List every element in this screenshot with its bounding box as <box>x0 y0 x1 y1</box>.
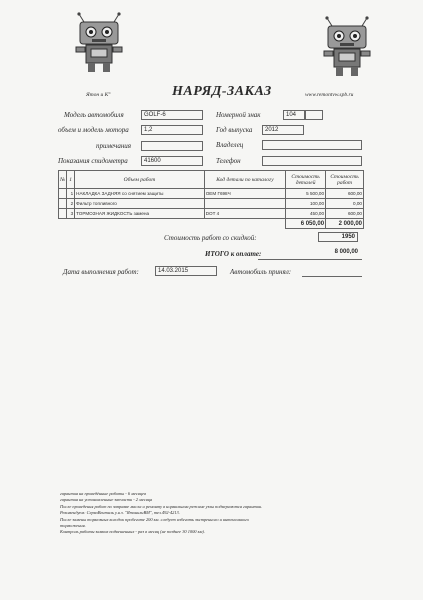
work-table <box>58 170 364 229</box>
robot-logo-left <box>70 12 128 74</box>
discount-label: Стоимость работ со скидкой: <box>164 234 257 242</box>
footer-line: Контроль работы замков подвешенных - раз в месяц (не позднее 30 1000 км). <box>60 529 205 535</box>
total-label: ИТОГО к оплате: <box>205 250 262 258</box>
engine-label: объем и модель мотора <box>58 126 129 134</box>
table-row: 1 НАКЛАДКА ЗАДНЯЯ со снятием защиты ОЕМ Г698Ч 5 500,00 600,00 <box>59 189 364 199</box>
model-field: GOLF-6 <box>141 110 203 120</box>
plate-field: 104 <box>283 110 305 120</box>
plate-label: Номерной знак <box>216 111 261 119</box>
footer-line: торможения. <box>60 523 86 529</box>
table-header-row <box>59 171 364 189</box>
footer-line: гарантия на установленные запчасти - 2 месяца <box>60 497 153 503</box>
col-parts: Стоимость деталей <box>286 171 326 189</box>
phone-label: Телефон <box>216 157 241 165</box>
done-date-field: 14.03.2015 <box>155 266 217 276</box>
parts-total: 6 050,00 <box>286 219 326 229</box>
col-work: Объем работ <box>75 171 205 189</box>
col-code: Код детали по каталогу <box>204 171 285 189</box>
phone-field <box>262 156 362 166</box>
footer-line: После замены тормозных колодок пробегите 200 км. следует избегать экстренного и интенсивного <box>60 516 249 522</box>
done-date-label: Дата выполнения работ: <box>63 268 139 276</box>
accepted-label: Автомобиль принял: <box>230 268 292 276</box>
website-url: www.remontvw.spb.ru <box>305 92 354 98</box>
footer-line: Рекомендуем: СервоВентиль у.н.з. "ЯтонилиВМ", тел.492-4213. <box>60 510 180 516</box>
discount-value: 1950 <box>318 232 358 242</box>
robot-logo-right <box>318 16 376 78</box>
engine-field: 1,2 <box>141 125 203 135</box>
model-label: Модель автомобиля <box>64 111 124 119</box>
plate-field-region <box>305 110 323 120</box>
accepted-line <box>302 276 362 277</box>
labor-total: 2 000,00 <box>326 219 364 229</box>
total-underline <box>258 259 362 260</box>
footer-line: После проведения работ по заправке масла и ремонту в нормальном режиме узлы подвергаются гарантии. <box>60 503 263 509</box>
col-no: № <box>59 171 67 189</box>
col-mark: 1 <box>67 171 75 189</box>
year-field: 2012 <box>262 125 304 135</box>
note-label: примечания <box>96 142 132 150</box>
owner-label: Владелец <box>216 141 244 149</box>
total-value: 8 000,00 <box>334 249 358 255</box>
odometer-label: Показания спидометра <box>58 157 128 165</box>
year-label: Год выпуска <box>216 126 253 134</box>
col-labor: Стоимость работ <box>326 171 364 189</box>
footer-line: гарантия на проведённые работы - 6 месяцев <box>60 491 147 496</box>
totals-row <box>59 219 364 229</box>
table-row: 2 Фильтр топливного 100,00 0,00 <box>59 199 364 209</box>
note-field <box>141 141 203 151</box>
table-row: 3 ТОРМОЗНАЯ ЖИДКОСТЬ замена DOT 4 450,00 600,00 <box>59 209 364 219</box>
footer-notes <box>60 491 262 536</box>
owner-field <box>262 140 362 150</box>
odometer-field: 41600 <box>141 156 203 166</box>
document-title: НАРЯД-ЗАКАЗ <box>172 84 272 99</box>
company-name: Ятон и К° <box>86 92 111 98</box>
